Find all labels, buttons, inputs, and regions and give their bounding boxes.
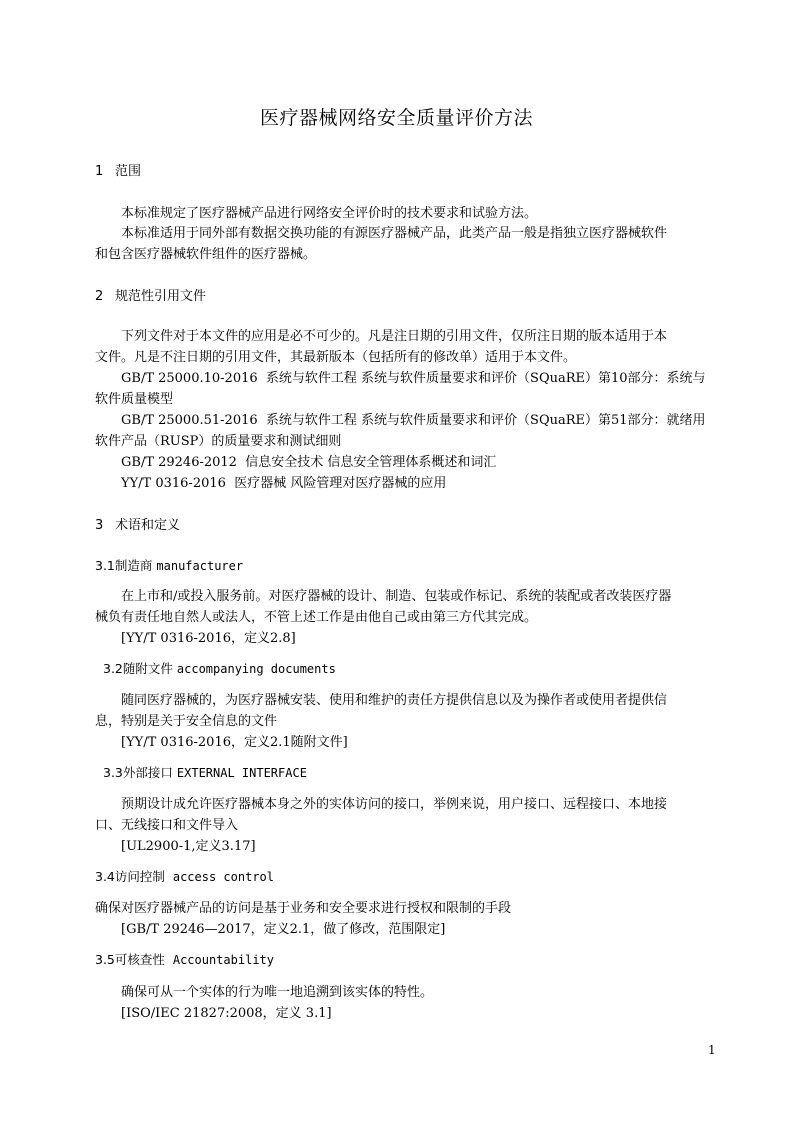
section-title: 规范性引用文件 — [115, 289, 207, 304]
term-chinese: 制造商 — [114, 558, 153, 573]
reference-title: 信息安全技术 信息安全管理体系概述和词汇 — [245, 455, 497, 470]
paragraph: 本标准适用于同外部有数据交换功能的有源医疗器械产品，此类产品一般是指独立医疗器械软件 — [121, 226, 668, 241]
reference-title-continuation: 软件产品（RUSP）的质量要求和测试细则 — [95, 434, 342, 449]
term-number: 3.1 — [95, 558, 115, 573]
term-english: access control — [172, 870, 275, 884]
term-number: 3.2 — [103, 661, 123, 676]
paragraph-continuation: 和包含医疗器械软件组件的医疗器械。 — [95, 247, 317, 262]
term-chinese: 随附文件 — [122, 661, 173, 676]
reference-title-continuation: 软件质量模型 — [95, 392, 174, 407]
paragraph: 本标准规定了医疗器械产品进行网络安全评价时的技术要求和试验方法。 — [121, 206, 538, 221]
section-1-heading — [95, 160, 141, 179]
term-source: [UL2900-1,定义3.17] — [121, 839, 256, 854]
reference-code: GB/T 29246-2012 — [121, 455, 237, 470]
term-source: [GB/T 29246—2017，定义2.1，做了修改，范围限定] — [121, 922, 446, 937]
term-heading — [103, 659, 336, 677]
term-number: 3.3 — [103, 765, 123, 780]
term-heading — [95, 950, 274, 968]
term-definition: 确保可从一个实体的行为唯一地追溯到该实体的特性。 — [121, 985, 434, 1000]
term-english: EXTERNAL INTERFACE — [176, 766, 307, 780]
term-english: Accountability — [172, 953, 275, 967]
reference-item — [121, 367, 706, 386]
section-number: 1 — [95, 164, 104, 179]
term-chinese: 外部接口 — [122, 765, 173, 780]
term-definition: 预期设计成允许医疗器械本身之外的实体访问的接口，举例来说，用户接口、远程接口、本地接 — [121, 797, 668, 812]
reference-item — [121, 409, 706, 428]
term-source: [YY/T 0316-2016，定义2.1随附文件] — [121, 735, 348, 750]
section-number: 2 — [95, 289, 104, 304]
term-definition: 随同医疗器械的，为医疗器械安装、使用和维护的责任方提供信息以及为操作者或使用者提供信 — [121, 693, 668, 708]
section-3-heading — [95, 514, 180, 533]
term-definition-continuation: 息，特别是关于安全信息的文件 — [95, 714, 278, 729]
term-chinese: 访问控制 — [114, 869, 165, 884]
paragraph: 下列文件对于本文件的应用是必不可少的。凡是注日期的引用文件，仅所注日期的版本适用于本 — [121, 329, 668, 344]
reference-title: 系统与软件工程 系统与软件质量要求和评价（SQuaRE）第51部分：就绪用 — [265, 413, 706, 428]
reference-code: GB/T 25000.10-2016 — [121, 371, 258, 386]
term-english: accompanying documents — [176, 662, 336, 676]
reference-item — [121, 472, 446, 491]
reference-code: GB/T 25000.51-2016 — [121, 413, 258, 428]
term-definition-continuation: 口、无线接口和文件导入 — [95, 818, 239, 833]
term-chinese: 可核查性 — [114, 952, 165, 967]
reference-title: 医疗器械 风险管理对医疗器械的应用 — [234, 476, 447, 491]
term-source: [ISO/IEC 21827:2008，定义 3.1] — [121, 1006, 332, 1021]
section-title: 范围 — [115, 164, 142, 179]
term-source: [YY/T 0316-2016，定义2.8] — [121, 631, 296, 646]
section-number: 3 — [95, 518, 104, 533]
section-2-heading — [95, 285, 206, 304]
section-title: 术语和定义 — [115, 518, 181, 533]
term-number: 3.5 — [95, 952, 115, 967]
document-title: 医疗器械网络安全质量评价方法 — [259, 107, 533, 129]
paragraph-continuation: 文件。凡是不注日期的引用文件，其最新版本（包括所有的修改单）适用于本文件。 — [95, 350, 577, 365]
term-definition: 确保对医疗器械产品的访问是基于业务和安全要求进行授权和限制的手段 — [95, 901, 512, 916]
page-number: 1 — [708, 1043, 716, 1057]
term-heading — [95, 556, 243, 574]
reference-item — [121, 451, 496, 470]
term-definition-continuation: 械负有责任地自然人或法人，不管上述工作是由他自己或由第三方代其完成。 — [95, 610, 538, 625]
reference-title: 系统与软件工程 系统与软件质量要求和评价（SQuaRE）第10部分：系统与 — [265, 371, 706, 386]
term-english: manufacturer — [156, 559, 244, 573]
term-number: 3.4 — [95, 869, 115, 884]
term-definition: 在上市和/或投入服务前。对医疗器械的设计、制造、包装或作标记、系统的装配或者改装医疗器 — [121, 589, 672, 604]
reference-code: YY/T 0316-2016 — [121, 476, 226, 491]
term-heading — [95, 867, 274, 885]
term-heading — [103, 763, 307, 781]
